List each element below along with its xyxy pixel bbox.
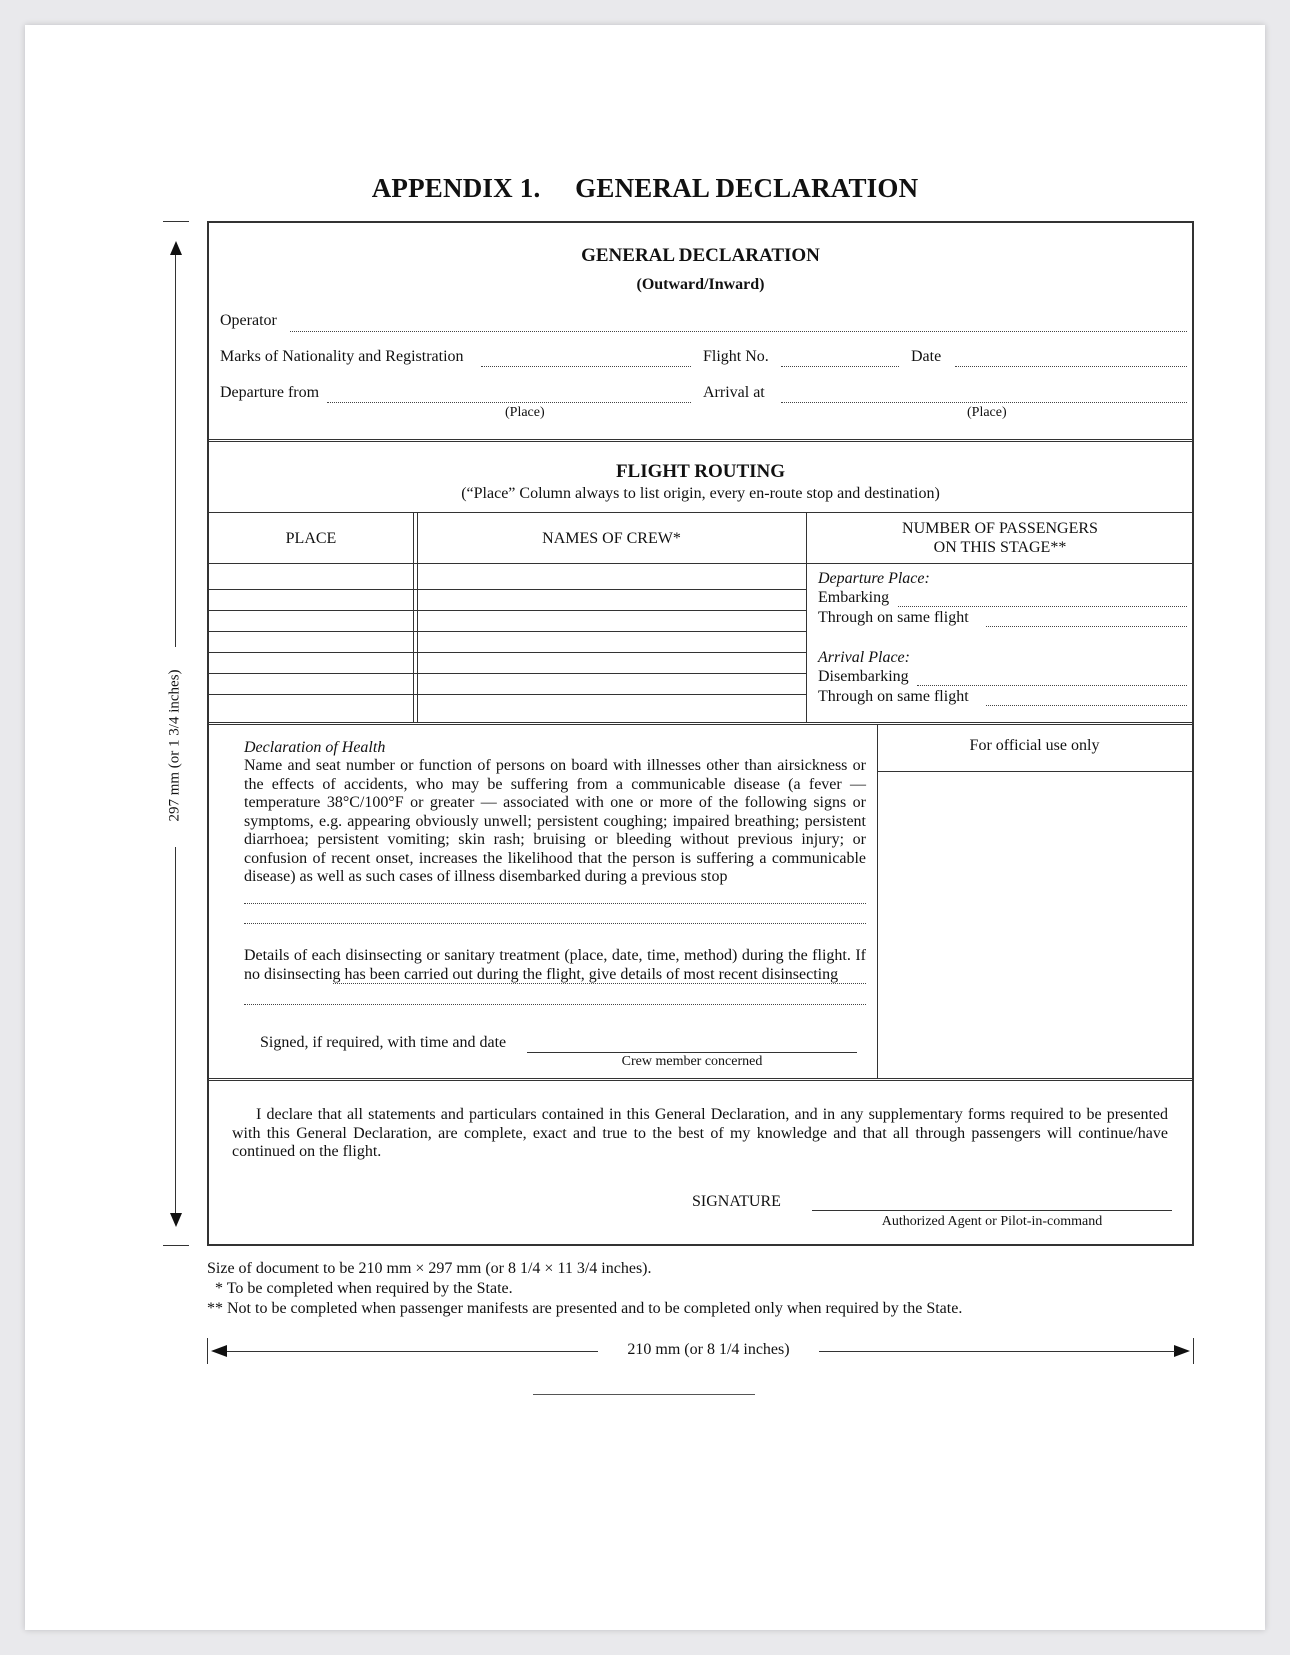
flight-no-field[interactable] xyxy=(781,366,899,367)
departure-field[interactable] xyxy=(327,402,691,403)
form-heading: GENERAL DECLARATION xyxy=(581,245,820,266)
form-subheading: (Outward/Inward) xyxy=(636,276,765,293)
arrow-right-icon xyxy=(1174,1345,1190,1357)
disembarking-field[interactable] xyxy=(917,685,1187,686)
operator-field[interactable] xyxy=(290,331,1187,332)
column-passengers-line2: ON THIS STAGE** xyxy=(933,539,1067,556)
footnote-1: * To be completed when required by the State. xyxy=(215,1280,513,1297)
crew-caption: Crew member concerned xyxy=(621,1054,763,1069)
declaration-form xyxy=(207,221,1194,1246)
declaration-text: I declare that all statements and particulars contained in this General Declaration, and in any supplementary forms required to be presented with this General Declaration, are complete, exact and true to the best of my knowledge and that all through passengers will continue/have continued on the flight. xyxy=(232,1106,1168,1160)
operator-label: Operator xyxy=(220,312,277,329)
marks-label: Marks of Nationality and Registration xyxy=(220,348,464,365)
size-note: Size of document to be 210 mm × 297 mm (or 8 1/4 × 11 3/4 inches). xyxy=(207,1260,652,1277)
health-text: Name and seat number or function of persons on board with illnesses other than airsickness or the effects of accidents, who may be suffering from a communicable disease (a fever — temperature 38°C/100°F or greater — associated with one or more of the following signs or symptoms, e.g. appearing obviously unwell; persistent coughing; impaired breathing; persistent diarrhoea; persistent vomiting; skin rash; bruising or bleeding without previous injury; or confusion of recent onset, increases the likelihood that the person is suffering a communicable disease) as well as such cases of illness disembarked during a previous stop xyxy=(244,757,866,885)
column-crew: NAMES OF CREW* xyxy=(542,530,681,547)
date-label: Date xyxy=(911,348,942,365)
pilot-signature-field[interactable] xyxy=(812,1210,1172,1211)
arrival-label: Arrival at xyxy=(703,384,765,401)
crew-cells[interactable] xyxy=(418,564,806,722)
through-field-2[interactable] xyxy=(986,705,1187,706)
arrow-left-icon xyxy=(211,1345,227,1357)
departure-place-caption: (Place) xyxy=(505,405,545,420)
arrival-place-label: Arrival Place: xyxy=(818,649,910,666)
health-field-2[interactable] xyxy=(244,923,866,924)
signed-label: Signed, if required, with time and date xyxy=(260,1034,507,1051)
arrow-up-icon xyxy=(170,241,182,255)
signature-caption: Authorized Agent or Pilot-in-command xyxy=(881,1214,1103,1229)
routing-heading: FLIGHT ROUTING xyxy=(615,461,786,482)
document-page xyxy=(25,25,1265,1630)
height-dimension xyxy=(163,221,189,1246)
routing-note: (“Place” Column always to list origin, every en-route stop and destination) xyxy=(461,485,940,502)
embarking-label: Embarking xyxy=(818,589,890,606)
place-cells[interactable] xyxy=(209,564,413,722)
arrival-field[interactable] xyxy=(781,402,1187,403)
official-use-label: For official use only xyxy=(969,737,1100,754)
date-field[interactable] xyxy=(955,366,1187,367)
bottom-rule xyxy=(533,1394,755,1395)
width-dimension xyxy=(207,1338,1194,1364)
disinsect-text: Details of each disinsecting or sanitary treatment (place, date, time, method) during the flight. If no disinsecting has been carried out during the flight, give details of most recent disinsecting xyxy=(244,947,866,983)
column-passengers-line1: NUMBER OF PASSENGERS xyxy=(902,520,1098,537)
departure-place-label: Departure Place: xyxy=(818,570,930,587)
health-field-1[interactable] xyxy=(244,903,866,904)
crew-signature-field[interactable] xyxy=(527,1052,857,1053)
width-label: 210 mm (or 8 1/4 inches) xyxy=(627,1341,790,1358)
signature-label: SIGNATURE xyxy=(692,1193,781,1210)
appendix-number: APPENDIX 1. xyxy=(371,173,541,203)
disinsect-field-2[interactable] xyxy=(244,1004,866,1005)
embarking-field[interactable] xyxy=(898,606,1187,607)
column-place: PLACE xyxy=(285,530,337,547)
through-label-2: Through on same flight xyxy=(818,688,969,705)
height-label: 297 mm (or 1 3/4 inches) xyxy=(166,669,183,822)
departure-label: Departure from xyxy=(220,384,320,401)
disembarking-label: Disembarking xyxy=(818,668,909,685)
flight-no-label: Flight No. xyxy=(703,348,769,365)
health-heading: Declaration of Health xyxy=(244,739,386,756)
official-use-box[interactable] xyxy=(878,772,1192,1077)
through-field-1[interactable] xyxy=(986,626,1187,627)
footnote-2: ** Not to be completed when passenger manifests are presented and to be completed only when required by the State. xyxy=(207,1300,963,1317)
page-title xyxy=(25,173,1265,204)
arrival-place-caption: (Place) xyxy=(967,405,1007,420)
marks-field[interactable] xyxy=(481,366,691,367)
appendix-title: GENERAL DECLARATION xyxy=(575,173,919,203)
through-label-1: Through on same flight xyxy=(818,609,969,626)
arrow-down-icon xyxy=(170,1213,182,1227)
disinsect-field-1[interactable] xyxy=(333,983,866,984)
